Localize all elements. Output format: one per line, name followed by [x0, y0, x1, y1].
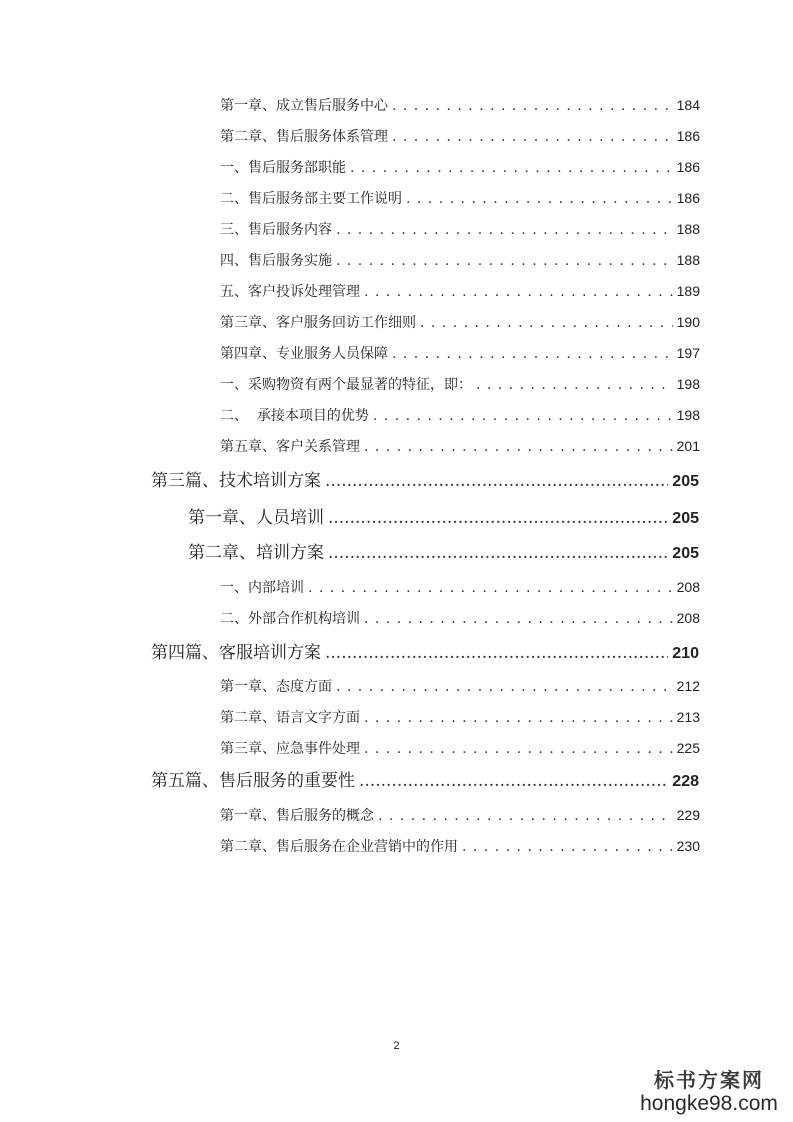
toc-entry-label: 第三章、客户服务回访工作细则 — [220, 315, 416, 331]
toc-entry[interactable] — [220, 805, 700, 825]
toc-entry-label: 三、售后服务内容 — [220, 222, 332, 238]
toc-page-number: 228 — [672, 773, 699, 790]
toc-entry[interactable] — [220, 343, 700, 363]
toc-leader — [364, 739, 673, 759]
toc-entry-label: 一、内部培训 — [220, 580, 304, 596]
toc-entry-label: 二、售后服务部主要工作说明 — [220, 191, 402, 207]
toc-leader — [364, 708, 673, 728]
toc-chapter-entry[interactable] — [188, 541, 699, 565]
toc-page-number: 186 — [676, 128, 700, 144]
toc-entry[interactable] — [220, 250, 700, 270]
toc-page-number: 205 — [672, 545, 699, 562]
toc-page-number: 197 — [676, 345, 700, 361]
watermark — [639, 1068, 779, 1116]
toc-part-entry[interactable] — [151, 641, 699, 665]
toc-entry-label: 第二章、售后服务在企业营销中的作用 — [220, 839, 458, 855]
toc-entry[interactable] — [220, 281, 700, 301]
toc-leader — [364, 437, 673, 457]
toc-entry[interactable] — [220, 738, 700, 758]
toc-leader — [359, 769, 668, 793]
toc-page-number: 229 — [676, 807, 700, 823]
toc-leader — [325, 469, 668, 493]
toc-page-number: 205 — [672, 473, 699, 490]
toc-leader — [350, 158, 673, 178]
toc-entry-label: 第三篇、技术培训方案 — [151, 471, 321, 491]
toc-entry-label: 四、售后服务实施 — [220, 253, 332, 269]
toc-page-number: 198 — [676, 407, 700, 423]
toc-part-entry[interactable] — [151, 469, 699, 493]
toc-page-number: 213 — [676, 709, 700, 725]
toc-leader — [373, 406, 673, 426]
toc-entry[interactable] — [220, 405, 700, 425]
toc-leader — [406, 189, 673, 209]
toc-page-number: 230 — [676, 838, 700, 854]
page-number: 2 — [393, 1040, 400, 1052]
toc-entry-label: 第三章、应急事件处理 — [220, 741, 360, 757]
toc-page-number: 210 — [672, 645, 699, 662]
toc-leader — [392, 344, 673, 364]
toc-entry-label: 一、采购物资有两个最显著的特征，即： — [220, 377, 472, 393]
toc-entry-label: 第一章、成立售后服务中心 — [220, 98, 388, 114]
toc-entry-label: 第五章、客户关系管理 — [220, 439, 360, 455]
toc-entry[interactable] — [220, 608, 700, 628]
toc-leader — [462, 837, 673, 857]
toc-entry-label: 第一章、售后服务的概念 — [220, 808, 374, 824]
toc-leader — [378, 806, 673, 826]
toc-entry[interactable] — [220, 219, 700, 239]
toc-leader — [336, 251, 673, 271]
toc-entry[interactable] — [220, 188, 700, 208]
toc-entry[interactable] — [220, 707, 700, 727]
toc-entry-label: 五、客户投诉处理管理 — [220, 284, 360, 300]
toc-leader — [325, 641, 668, 665]
toc-page-number: 205 — [672, 510, 699, 527]
toc-page-number: 208 — [676, 610, 700, 626]
toc-entry[interactable] — [220, 95, 700, 115]
toc-entry-label: 二、外部合作机构培训 — [220, 611, 360, 627]
toc-entry-label: 第五篇、售后服务的重要性 — [151, 771, 355, 791]
toc-entry[interactable] — [220, 577, 700, 597]
toc-page-number: 190 — [676, 314, 700, 330]
toc-page-number: 189 — [676, 283, 700, 299]
toc-page-number: 188 — [676, 252, 700, 268]
toc-page-number: 188 — [676, 221, 700, 237]
toc-leader — [328, 506, 668, 530]
watermark-url: hongke98.com — [640, 1092, 778, 1115]
toc-leader — [336, 677, 673, 697]
toc-entry-label: 二、 承接本项目的优势 — [220, 408, 369, 424]
toc-entry[interactable] — [220, 374, 700, 394]
toc-entry-label: 第二章、售后服务体系管理 — [220, 129, 388, 145]
toc-page-number: 184 — [676, 97, 700, 113]
toc-part-entry[interactable] — [151, 769, 699, 793]
toc-leader — [392, 96, 673, 116]
toc-leader — [336, 220, 673, 240]
toc-chapter-entry[interactable] — [188, 506, 699, 530]
toc-entry-label: 第一章、人员培训 — [188, 508, 324, 528]
toc-leader — [392, 127, 673, 147]
toc-leader — [364, 282, 673, 302]
toc-leader — [328, 541, 668, 565]
toc-leader — [308, 578, 673, 598]
toc-leader — [364, 609, 673, 629]
toc-page-number: 186 — [676, 190, 700, 206]
toc-entry[interactable] — [220, 836, 700, 856]
toc-page-number: 225 — [676, 740, 700, 756]
watermark-brand: 标书方案网 — [654, 1068, 764, 1092]
toc-entry[interactable] — [220, 312, 700, 332]
toc-entry-label: 第一章、态度方面 — [220, 679, 332, 695]
toc-entry-label: 第四篇、客服培训方案 — [151, 643, 321, 663]
toc-leader — [420, 313, 673, 333]
toc-entry-label: 第二章、语言文字方面 — [220, 710, 360, 726]
toc-leader — [476, 375, 673, 395]
toc-page-number: 198 — [676, 376, 700, 392]
toc-page-number: 212 — [676, 678, 700, 694]
toc-page-number: 186 — [676, 159, 700, 175]
toc-entry-label: 第四章、专业服务人员保障 — [220, 346, 388, 362]
toc-entry[interactable] — [220, 676, 700, 696]
toc-entry-label: 第二章、培训方案 — [188, 543, 324, 563]
toc-entry[interactable] — [220, 157, 700, 177]
toc-page-number: 201 — [676, 438, 700, 454]
toc-entry[interactable] — [220, 436, 700, 456]
toc-page-number: 208 — [676, 579, 700, 595]
toc-entry-label: 一、售后服务部职能 — [220, 160, 346, 176]
toc-entry[interactable] — [220, 126, 700, 146]
